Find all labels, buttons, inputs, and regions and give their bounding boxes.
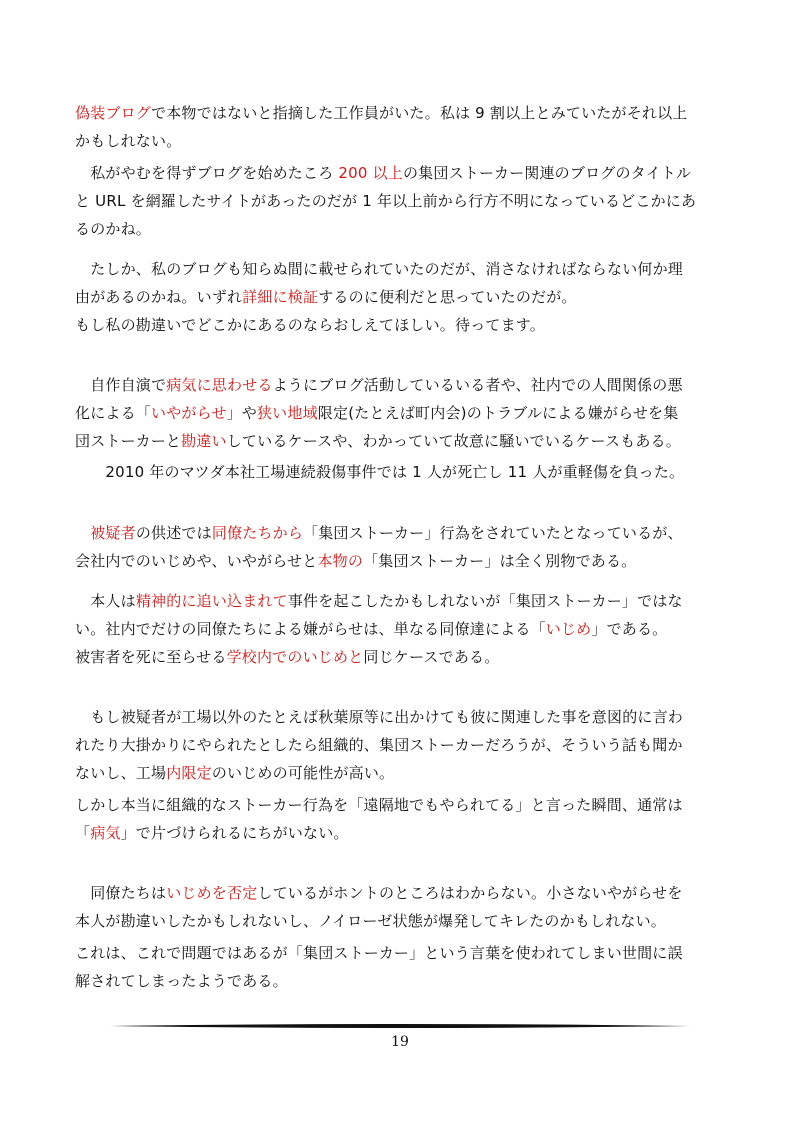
- text-line: [75, 461, 735, 483]
- text-segment: と URL を網羅したサイトがあったのだが 1 年以上前から行方不明になっているどこかにあ: [75, 192, 697, 210]
- text-segment: 会社内でのいじめや、いやがらせと: [75, 552, 318, 570]
- highlighted-phrase: 被疑者: [90, 524, 136, 542]
- text-line: [75, 590, 735, 612]
- text-segment: 」である。: [591, 620, 668, 638]
- text-segment: 」や: [226, 404, 257, 422]
- text-line: [75, 314, 735, 336]
- text-segment: 自作自演で: [75, 376, 167, 394]
- text-line: [75, 734, 735, 756]
- text-line: [75, 910, 735, 932]
- highlighted-phrase: 病気: [90, 824, 121, 842]
- text-line: [75, 374, 735, 396]
- text-segment: 事件を起こしたかもしれないが「集団ストーカー」ではな: [287, 592, 683, 610]
- text-segment: [75, 524, 90, 542]
- text-segment: ようにブログ活動しているいる者や、社内での人間関係の悪: [272, 376, 683, 394]
- text-segment: 被害者を死に至らせる: [75, 648, 227, 666]
- text-line: [75, 942, 735, 964]
- text-line: [75, 258, 735, 280]
- text-line: [75, 550, 735, 572]
- text-line: [75, 130, 735, 152]
- highlighted-phrase: 詳細に検証: [242, 288, 319, 306]
- text-line: [75, 430, 735, 452]
- highlighted-phrase: 病気に思わせる: [166, 376, 273, 394]
- text-line: [75, 646, 735, 668]
- text-segment: 私がやむを得ずブログを始めたころ: [75, 164, 339, 182]
- text-line: [75, 190, 735, 212]
- text-segment: 「集団ストーカー」行為をされていたとなっているが、: [303, 524, 683, 542]
- text-segment: の供述では: [135, 524, 212, 542]
- text-segment: るのかね。: [75, 220, 152, 238]
- text-segment: 解されてしまったようである。: [75, 972, 288, 990]
- text-segment: の集団ストーカー関連のブログのタイトル: [402, 164, 692, 182]
- text-segment: しているケースや、わかっていて故意に騒いでいるケースもある。: [226, 432, 681, 450]
- text-segment: 同じケースである。: [363, 648, 500, 666]
- text-line: [75, 618, 735, 640]
- highlighted-phrase: 勘違い: [181, 432, 227, 450]
- highlighted-phrase: 200 以上: [338, 164, 403, 182]
- highlighted-phrase: いじめ: [545, 620, 592, 638]
- text-segment: 2010 年のマツダ本社工場連続殺傷事件では 1 人が死亡し 11 人が重軽傷を負った。: [75, 463, 685, 481]
- text-segment: 同僚たちは: [75, 884, 167, 902]
- text-segment: い。社内でだけの同僚たちによる嫌がらせは、単なる同僚達による「: [75, 620, 546, 638]
- text-segment: 団ストーカーと: [75, 432, 182, 450]
- text-segment: かもしれない。: [75, 132, 182, 150]
- footer-rule: [110, 1023, 690, 1029]
- highlighted-phrase: 内限定: [166, 764, 212, 782]
- text-segment: しているがホントのところはわからない。小さないやがらせを: [257, 884, 683, 902]
- highlighted-phrase: 狭い地域: [256, 404, 318, 422]
- text-segment: 由があるのかね。いずれ: [75, 288, 243, 306]
- text-line: [75, 102, 735, 124]
- text-line: [75, 522, 735, 544]
- highlighted-phrase: 精神的に追い込まれて: [135, 592, 288, 610]
- text-segment: 「集団ストーカー」は全く別物である。: [363, 552, 637, 570]
- text-segment: たしか、私のブログも知らぬ間に載せられていたのだが、消さなければならない何か理: [75, 260, 684, 278]
- text-segment: 「: [75, 824, 91, 842]
- page-number: 19: [391, 1034, 409, 1050]
- text-segment: これは、これで問題ではあるが「集団ストーカー」という言葉を使われてしまい世間に誤: [75, 944, 683, 962]
- text-line: [75, 794, 735, 816]
- text-line: [75, 286, 735, 308]
- text-segment: ないし、工場: [75, 764, 167, 782]
- text-line: [75, 162, 735, 184]
- text-line: [75, 706, 735, 728]
- text-segment: 本人が勘違いしたかもしれないし、ノイローゼ状態が爆発してキレたのかもしれない。: [75, 912, 667, 930]
- highlighted-phrase: 偽装ブログ: [75, 104, 152, 122]
- highlighted-phrase: いやがらせ: [151, 404, 227, 422]
- highlighted-phrase: 本物の: [317, 552, 364, 570]
- text-line: [75, 970, 735, 992]
- text-segment: のいじめの可能性が高い。: [211, 764, 395, 782]
- text-segment: れたり大掛かりにやられたとしたら組織的、集団ストーカーだろうが、そういう話も聞か: [75, 736, 683, 754]
- text-segment: 化による「: [75, 404, 152, 422]
- text-segment: もし私の勘違いでどこかにあるのならおしえてほしい。待ってます。: [75, 316, 546, 334]
- highlighted-phrase: 学校内でのいじめと: [226, 648, 364, 666]
- text-line: [75, 218, 735, 240]
- text-segment: しかし本当に組織的なストーカー行為を「遠隔地でもやられてる」と言った瞬間、通常は: [75, 796, 683, 814]
- text-segment: 本人は: [75, 592, 136, 610]
- text-segment: もし被疑者が工場以外のたとえば秋葉原等に出かけても彼に関連した事を意図的に言わ: [75, 708, 684, 726]
- text-line: [75, 402, 735, 424]
- text-segment: で本物ではないと指摘した工作員がいた。私は 9 割以上とみていたがそれ以上: [151, 104, 688, 122]
- text-segment: するのに便利だと思っていたのだが。: [318, 288, 577, 306]
- highlighted-phrase: 同僚たちから: [211, 524, 304, 542]
- text-line: [75, 762, 735, 784]
- highlighted-phrase: いじめを否定: [166, 884, 258, 902]
- text-line: [75, 822, 735, 844]
- text-line: [75, 882, 735, 904]
- text-segment: 限定(たとえば町内会)のトラブルによる嫌がらせを集: [317, 404, 679, 422]
- text-segment: 」で片づけられるにちがいない。: [120, 824, 349, 842]
